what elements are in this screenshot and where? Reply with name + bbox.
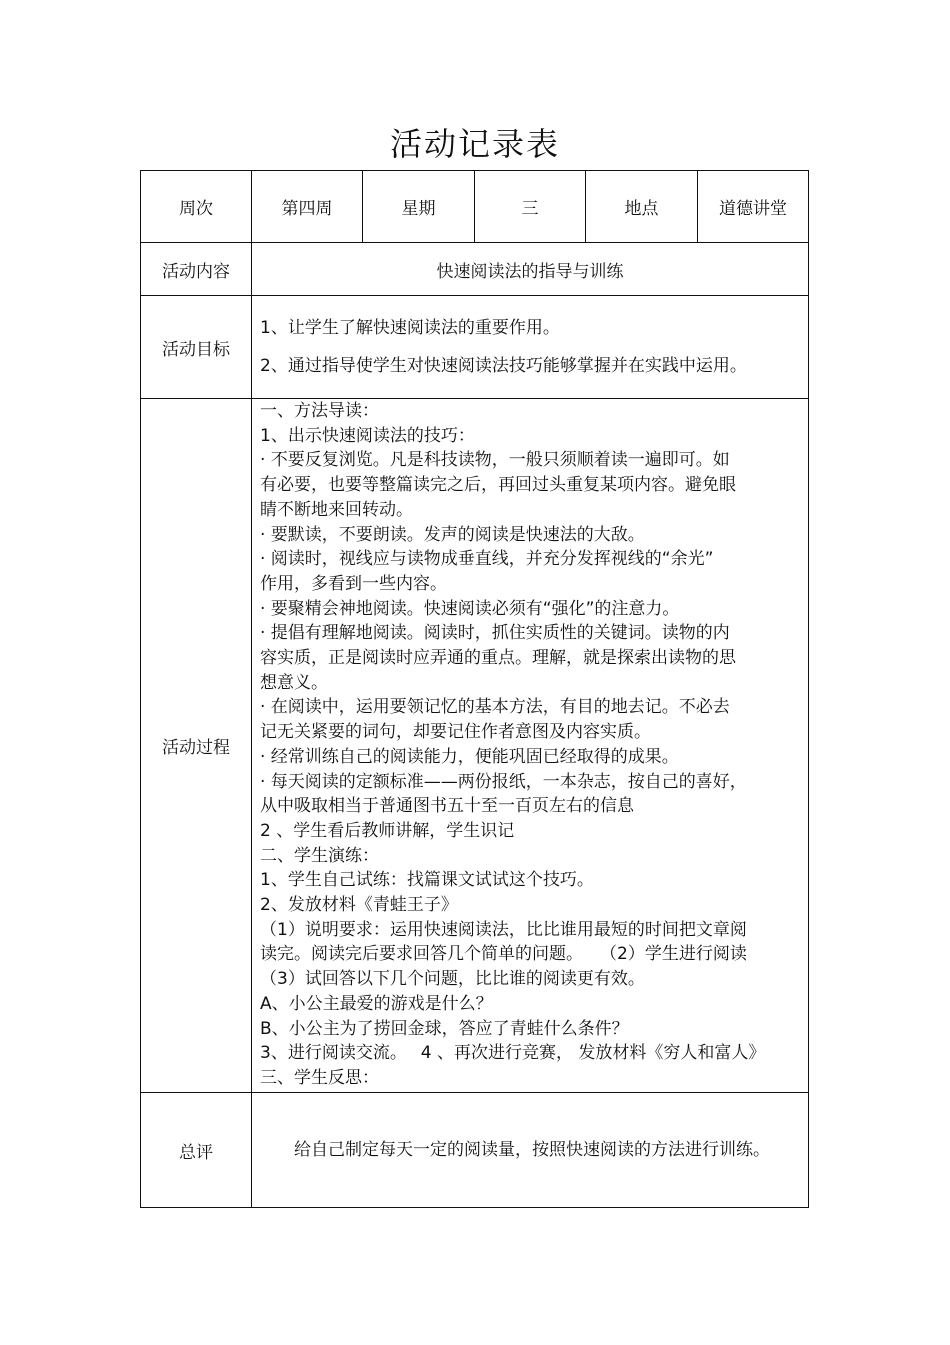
content-value-cell <box>252 243 809 296</box>
process-line: 从中吸取相当于普通图书五十至一百页左右的信息 <box>260 796 634 817</box>
summary-row <box>141 1093 809 1208</box>
week-label-cell <box>141 171 252 243</box>
summary-label-cell <box>141 1093 252 1208</box>
process-line: · 要默读，不要朗读。发声的阅读是快速法的大敌。 <box>260 524 645 545</box>
process-line: 三、学生反思： <box>260 1067 379 1088</box>
process-line: 1、学生自己试练：找篇课文试试这个技巧。 <box>260 870 594 891</box>
process-line: B、小公主为了捞回金球，答应了青蛙什么条件？ <box>260 1018 629 1039</box>
process-line: 二、学生演练： <box>260 845 379 866</box>
weekday-value: 三 <box>521 199 539 219</box>
location-label-cell <box>586 171 698 243</box>
goal-line: 1、让学生了解快速阅读法的重要作用。 <box>260 318 560 338</box>
location-label: 地点 <box>624 199 659 219</box>
process-line: 读完。阅读完后要求回答几个简单的问题。 （2）学生进行阅读 <box>260 944 747 965</box>
process-line: （3）试回答以下几个问题，比比谁的阅读更有效。 <box>260 969 645 990</box>
content-label-cell <box>141 243 252 296</box>
process-line: · 阅读时，视线应与读物成垂直线，并充分发挥视线的“余光” <box>260 549 714 570</box>
process-line: 一、方法导读： <box>260 401 379 421</box>
location-value: 道德讲堂 <box>719 199 787 219</box>
summary-value-cell <box>252 1093 809 1208</box>
weekday-label: 星期 <box>401 199 436 219</box>
process-value-cell <box>252 399 809 1093</box>
process-line: · 在阅读中，运用要领记忆的基本方法，有目的地去记。不必去 <box>260 697 730 718</box>
page-title: 活动记录表 <box>389 125 560 163</box>
goal-label: 活动目标 <box>162 339 230 360</box>
goal-row <box>141 296 809 399</box>
process-line: （1）说明要求：运用快速阅读法，比比谁用最短的时间把文章阅 <box>260 919 747 940</box>
week-label: 周次 <box>179 199 213 219</box>
process-line: · 经常训练自己的阅读能力，便能巩固已经取得的成果。 <box>260 746 679 767</box>
process-line: · 要聚精会神地阅读。快速阅读必须有“强化”的注意力。 <box>260 598 680 619</box>
summary-text: 给自己制定每天一定的阅读量，按照快速阅读的方法进行训练。 <box>294 1140 770 1160</box>
process-row <box>141 399 809 1093</box>
goal-label-cell <box>141 296 252 399</box>
goal-value-cell <box>252 296 809 399</box>
process-line: 作用，多看到一些内容。 <box>260 573 447 594</box>
location-value-cell <box>698 171 809 243</box>
process-line: 3、进行阅读交流。 4 、再次进行竞赛， 发放材料《穷人和富人》 <box>260 1043 766 1064</box>
process-line: 有必要，也要等整篇读完之后，再回过头重复某项内容。避免眼 <box>260 475 736 496</box>
process-line: 1、出示快速阅读法的技巧： <box>260 425 475 446</box>
process-line: 容实质，正是阅读时应弄通的重点。理解，就是探索出读物的思 <box>260 648 736 669</box>
content-value: 快速阅读法的指导与训练 <box>436 261 624 282</box>
process-line: · 提倡有理解地阅读。阅读时，抓住实质性的关键词。读物的内 <box>260 623 730 644</box>
process-line: A、小公主最爱的游戏是什么？ <box>260 993 493 1014</box>
content-row <box>141 243 809 296</box>
process-line: 想意义。 <box>260 672 328 693</box>
summary-label: 总评 <box>179 1142 213 1163</box>
process-line: · 每天阅读的定额标准——两份报纸，一本杂志，按自己的喜好， <box>260 771 747 792</box>
content-label: 活动内容 <box>162 261 230 282</box>
process-line: · 不要反复浏览。凡是科技读物，一般只须顺着读一遍即可。如 <box>260 450 730 471</box>
process-label: 活动过程 <box>162 738 230 758</box>
weekday-value-cell <box>475 171 586 243</box>
activity-record-table <box>140 170 809 1208</box>
process-line: 2 、学生看后教师讲解，学生识记 <box>260 820 515 841</box>
process-line: 2、发放材料《青蛙王子》 <box>260 895 458 916</box>
week-value-cell <box>252 171 363 243</box>
process-label-cell <box>141 399 252 1093</box>
week-row <box>141 171 809 243</box>
weekday-label-cell <box>363 171 475 243</box>
goal-line: 2、通过指导使学生对快速阅读法技巧能够掌握并在实践中运用。 <box>260 356 747 376</box>
process-line: 记无关紧要的词句，却要记住作者意图及内容实质。 <box>260 722 651 743</box>
week-value: 第四周 <box>281 199 333 219</box>
process-line: 睛不断地来回转动。 <box>260 499 413 520</box>
